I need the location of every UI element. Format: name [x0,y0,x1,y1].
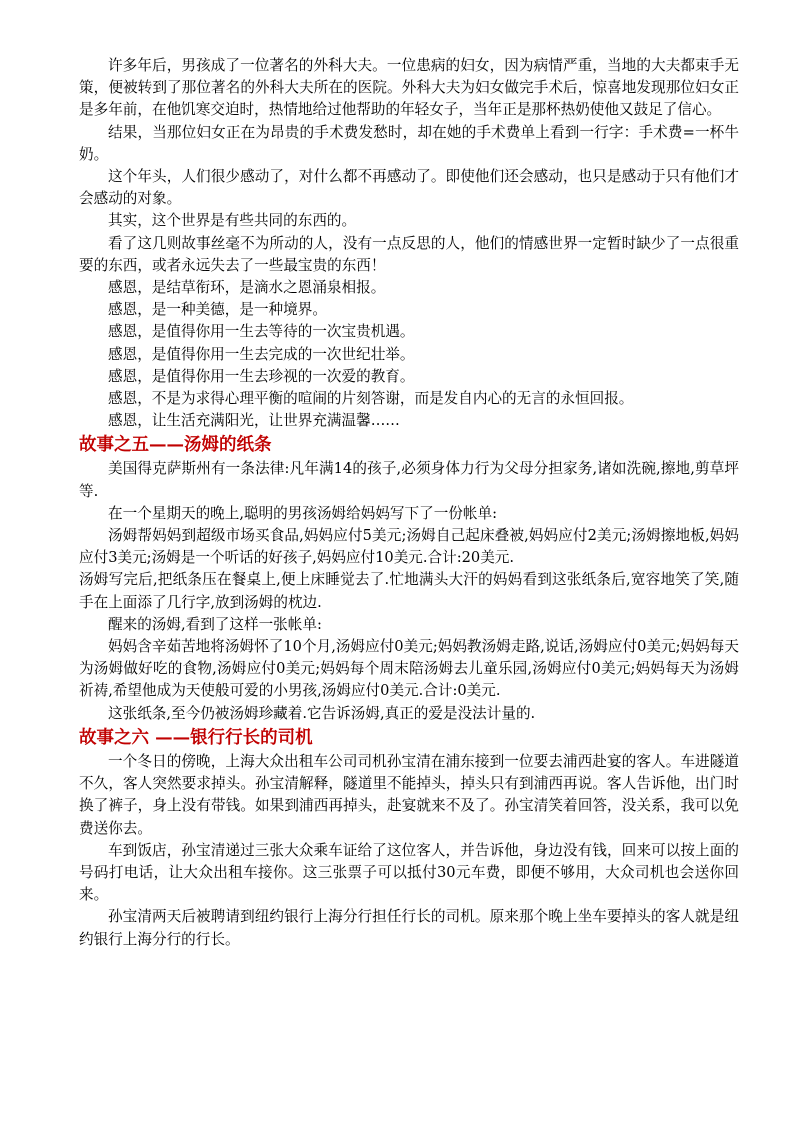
story4-paragraph: 许多年后，男孩成了一位著名的外科大夫。一位患病的妇女，因为病情严重，当地的大夫都束手无策，便被转到了那位著名的外科大夫所在的医院。外科大夫为妇女做完手术后，惊喜地发现那位妇女正是多年前，在他饥寒交迫时，热情地给过他帮助的年轻女子，当年正是那杯热奶使他又鼓足了信心。 [79,57,739,119]
gratitude-line: 感恩，让生活充满阳光，让世界充满温馨…… [108,412,400,430]
story5-paragraph: 妈妈含辛茹苦地将汤姆怀了10个月,汤姆应付0美元;妈妈教汤姆走路,说话,汤姆应付0美元;妈妈每天为汤姆做好吃的食物,汤姆应付0美元;妈妈每个周末陪汤姆去儿童乐园,汤姆应付0美元;妈妈每天为汤姆祈祷,希望他成为天使般可爱的小男孩,汤姆应付0美元.合计:0美元. [79,638,739,700]
story6-paragraph: 一个冬日的傍晚，上海大众出租车公司司机孙宝清在浦东接到一位要去浦西赴宴的客人。车进隧道不久，客人突然要求掉头。孙宝清解释，隧道里不能掉头，掉头只有到浦西再说。客人告诉他，出门时换了裤子，身上没有带钱。如果到浦西再掉头，赴宴就来不及了。孙宝清笑着回答，没关系，我可以免费送你去。 [79,752,739,837]
story4-paragraph: 结果，当那位妇女正在为昂贵的手术费发愁时，却在她的手术费单上看到一行字：手术费=一杯牛奶。 [79,123,739,163]
gratitude-line: 感恩，不是为求得心理平衡的喧闹的片刻答谢，而是发自内心的无言的永恒回报。 [108,390,634,408]
story5-paragraph: 汤姆写完后,把纸条压在餐桌上,便上床睡觉去了.忙地满头大汗的妈妈看到这张纸条后,宽容地笑了笑,随手在上面添了几行字,放到汤姆的枕边. [79,571,739,611]
story5-paragraph: 汤姆帮妈妈到超级市场买食品,妈妈应付5美元;汤姆自己起床叠被,妈妈应付2美元;汤姆擦地板,妈妈应付3美元;汤姆是一个听话的好孩子,妈妈应付10美元.合计:20美元. [79,527,739,567]
story5-heading: 故事之五——汤姆的纸条 [79,435,272,456]
story5-paragraph: 醒来的汤姆,看到了这样一张帐单: [108,615,322,633]
story5-paragraph: 美国得克萨斯州有一条法律:凡年满14的孩子,必须身体力行为父母分担家务,诸如洗碗,擦地,剪草坪等. [79,460,739,500]
story5-paragraph: 这张纸条,至今仍被汤姆珍藏着.它告诉汤姆,真正的爱是没法计量的. [108,704,536,722]
gratitude-line: 感恩，是值得你用一生去珍视的一次爱的教育。 [108,367,415,385]
story4-paragraph: 这个年头，人们很少感动了，对什么都不再感动了。即使他们还会感动，也只是感动于只有他们才会感动的对象。 [79,168,739,208]
document-page [79,55,739,951]
gratitude-line: 感恩，是一种美德，是一种境界。 [108,301,327,319]
story6-heading: 故事之六 ——银行行长的司机 [79,727,313,748]
gratitude-line: 感恩，是结草衔环，是滴水之恩涌泉相报。 [108,279,386,297]
gratitude-line: 感恩，是值得你用一生去完成的一次世纪壮举。 [108,345,415,363]
story5-paragraph: 在一个星期天的晚上,聪明的男孩汤姆给妈妈写下了一份帐单: [108,504,497,522]
story4-paragraph: 看了这几则故事丝毫不为所动的人，没有一点反思的人，他们的情感世界一定暂时缺少了一点很重要的东西，或者永远失去了一些最宝贵的东西！ [79,234,739,274]
story4-paragraph: 其实，这个世界是有些共同的东西的。 [108,212,357,230]
gratitude-line: 感恩，是值得你用一生去等待的一次宝贵机遇。 [108,323,415,341]
story6-paragraph: 车到饭店，孙宝清递过三张大众乘车证给了这位客人，并告诉他，身边没有钱，回来可以按上面的号码打电话，让大众出租车接你。这三张票子可以抵付30元车费，即便不够用，大众司机也会送你回来。 [79,841,739,904]
story6-paragraph: 孙宝清两天后被聘请到纽约银行上海分行担任行长的司机。原来那个晚上坐车要掉头的客人就是纽约银行上海分行的行长。 [79,908,739,948]
